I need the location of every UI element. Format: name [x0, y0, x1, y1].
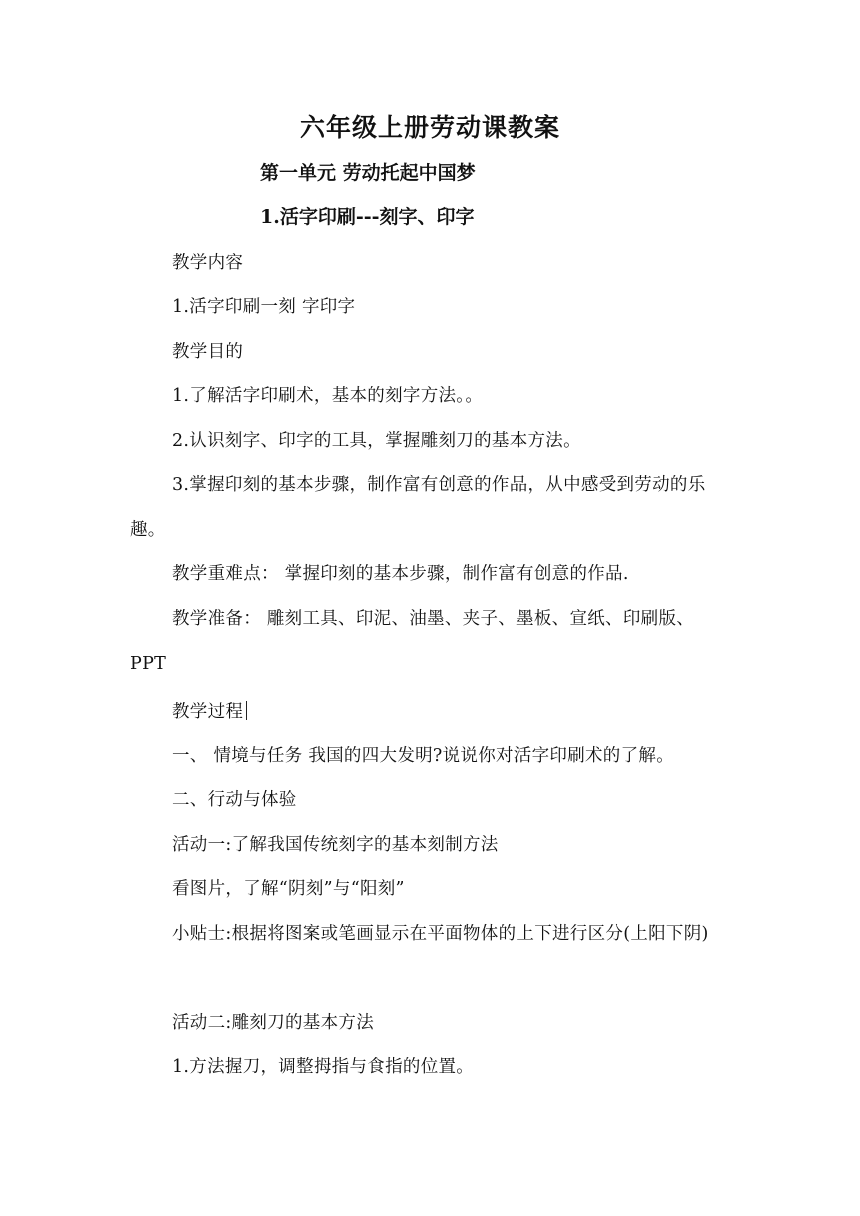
document-title: 六年级上册劳动课教案 — [299, 113, 560, 142]
lesson-heading: 1.活字印刷---刻字、印字 — [260, 206, 475, 228]
paragraph-teaching-content-label: 教学内容 — [172, 253, 244, 273]
paragraph-goal-1: 1.了解活字印刷术，基本的刻字方法。。 — [172, 386, 484, 406]
paragraph-goal-3: 3.掌握印刻的基本步骤，制作富有创意的作品，从中感受到劳动的乐趣。 — [130, 475, 706, 540]
paragraph-activity-1: 活动一:了解我国传统刻字的基本刻制方法 — [172, 835, 499, 855]
paragraph-action-experience: 二、行动与体验 — [172, 790, 297, 810]
paragraph-goal-2: 2.认识刻字、印字的工具，掌握雕刻刀的基本方法。 — [172, 431, 581, 451]
paragraph-key-difficulties: 教学重难点： 掌握印刻的基本步骤，制作富有创意的作品. — [172, 564, 629, 584]
paragraph-activity-2: 活动二:雕刻刀的基本方法 — [172, 1013, 374, 1033]
paragraph-teaching-content: 1.活字印刷一刻 字印字 — [172, 297, 356, 317]
paragraph-preparation: 教学准备： 雕刻工具、印泥、油墨、夹子、墨板、宣纸、印刷版、PPT — [130, 609, 695, 674]
paragraph-process-label — [130, 690, 730, 735]
text-cursor — [246, 701, 247, 720]
paragraph-tip: 小贴士:根据将图案或笔画显示在平面物体的上下进行区分(上阳下阴) — [172, 924, 709, 944]
paragraph-situation-task: 一、 情境与任务 我国的四大发明?说说你对活字印刷术的了解。 — [172, 746, 675, 766]
paragraph-teaching-goals-label: 教学目的 — [172, 342, 244, 362]
paragraph-grip-method: 1.方法握刀，调整拇指与食指的位置。 — [172, 1057, 475, 1077]
paragraph-look-pictures: 看图片，了解“阴刻”与“阳刻” — [172, 879, 405, 899]
process-label-text: 教学过程 — [172, 702, 244, 722]
unit-heading: 第一单元 劳动托起中国梦 — [260, 162, 476, 184]
